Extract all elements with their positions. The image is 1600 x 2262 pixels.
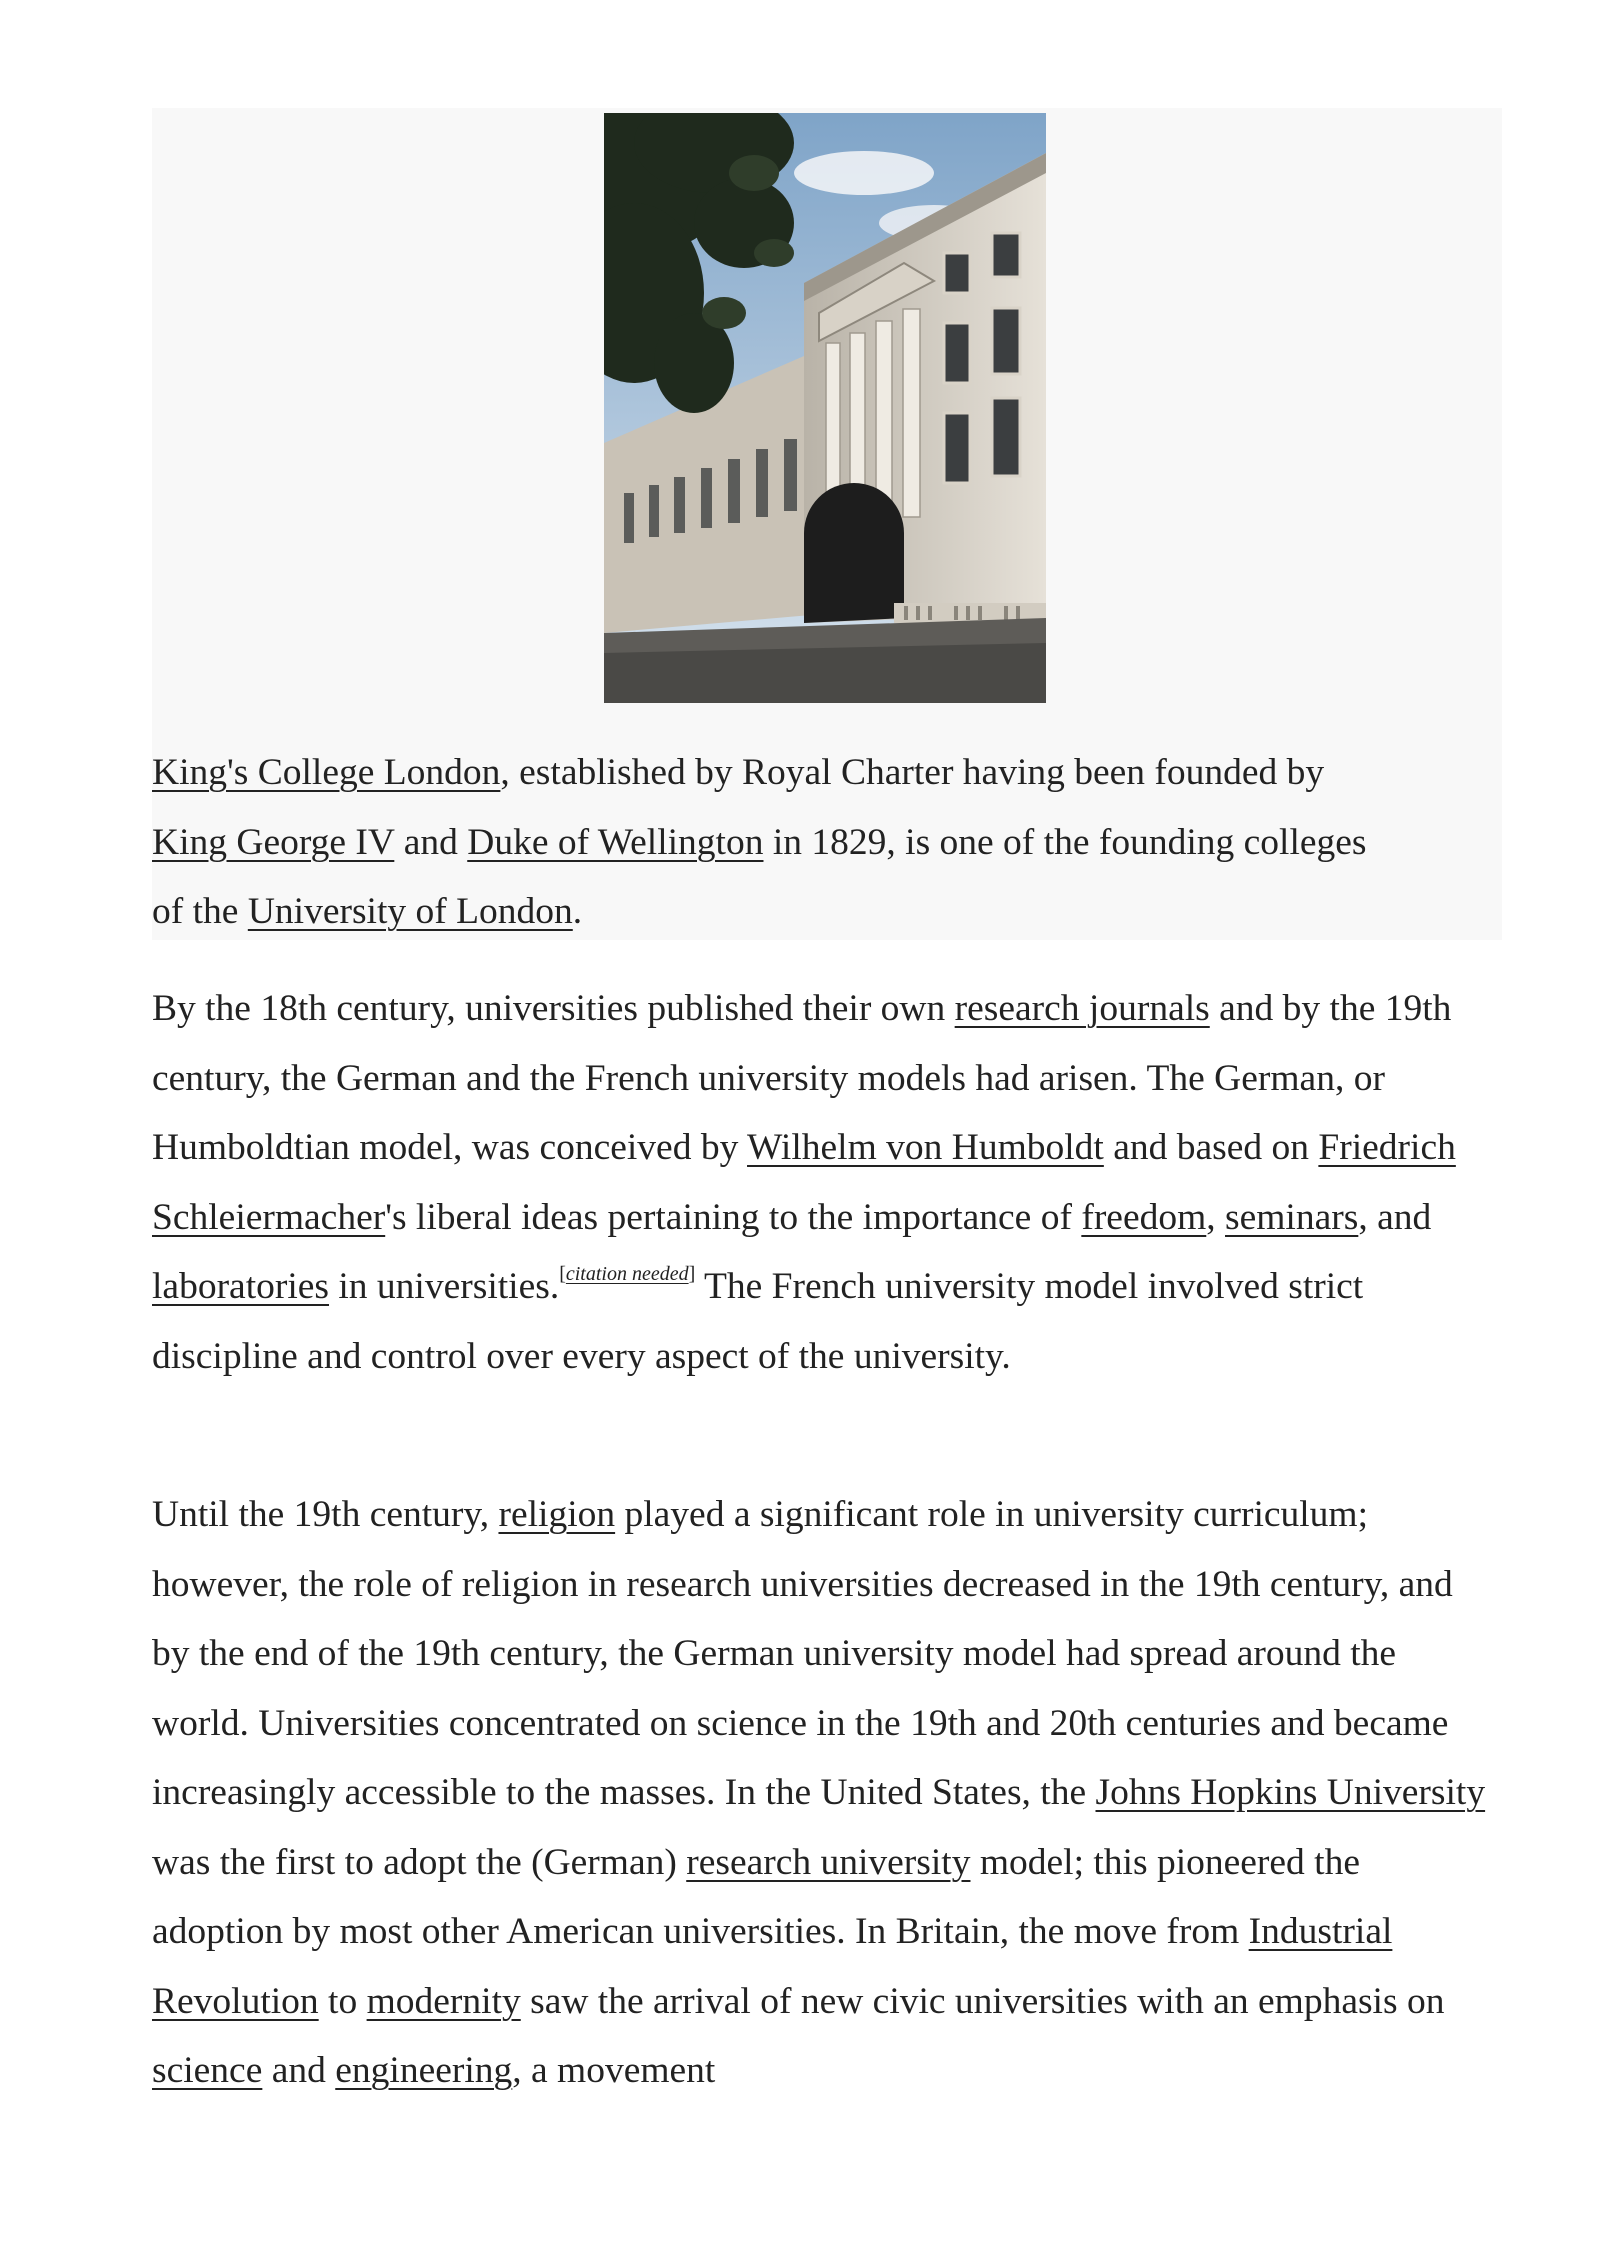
paragraph-religion-and-spread [152,1480,1492,2106]
link-duke-of-wellington[interactable]: Duke of Wellington [467,821,764,863]
link-research-university[interactable]: research university [686,1841,971,1883]
body-text: played a significant role in university curriculum; however, the role of religion in research universities decreased in the 19th century, and by the end of the 19th century, the German university model had spread around the world. Universities concentrated on science in the 19th and 20th centuries and became increasingly accessible to the masses. In the United States, the [152,1494,1453,1813]
figure-caption [152,738,1402,947]
building-photo-graphic [604,113,1046,703]
caption-text: and [394,821,468,863]
paragraph-research-models [152,974,1492,1391]
link-johns-hopkins-university[interactable]: Johns Hopkins University [1095,1772,1486,1813]
body-text: and by the 19th century, the German and the French university models had arisen. The German, or Humboldtian model, was conceived by [152,988,1452,1168]
link-religion[interactable]: religion [498,1494,616,1535]
link-citation-needed[interactable]: citation needed [565,1263,689,1285]
body-text: to [318,1980,367,2022]
body-text: , a movement [512,2050,716,2091]
caption-text: . [572,891,583,932]
cite-bracket-open: [ [559,1263,566,1285]
body-text: and based on [1103,1127,1319,1168]
body-text: , [1206,1196,1226,1238]
body-text: By the 18th century, universities published their own [152,988,955,1029]
body-text: and [262,2050,336,2091]
link-science[interactable]: science [152,2050,263,2091]
link-engineering[interactable]: engineering [335,2050,513,2091]
link-friedrich-schleiermacher[interactable]: Friedrich Schleiermacher [152,1127,1456,1238]
link-laboratories[interactable]: laboratories [152,1266,330,1307]
caption-text: , established by Royal Charter having been founded by [500,752,1325,793]
link-seminars[interactable]: seminars [1225,1196,1359,1238]
body-text: , and [1358,1196,1432,1238]
link-modernity[interactable]: modernity [366,1980,521,2022]
body-text: The French university model involved strict discipline and control over every aspect of the university. [152,1266,1364,1377]
body-text: Until the 19th century, [152,1494,499,1535]
cite-bracket-close: ] [688,1263,696,1285]
link-university-of-london[interactable]: University of London [247,891,573,932]
body-text: saw the arrival of new civic universities with an emphasis on [520,1980,1445,2022]
body-text: 's liberal ideas pertaining to the importance of [385,1196,1082,1238]
link-industrial-revolution[interactable]: Industrial Revolution [152,1911,1393,2022]
link-wilhelm-von-humboldt[interactable]: Wilhelm von Humboldt [747,1127,1104,1168]
link-research-journals[interactable]: research journals [954,988,1210,1029]
caption-text: in 1829, is one of the founding colleges of the [152,821,1367,932]
body-text: was the first to adopt the (German) [152,1841,687,1883]
kings-college-photo[interactable] [604,113,1046,703]
link-king-george-iv[interactable]: King George IV [152,821,395,863]
citation-needed-note [559,1263,695,1285]
link-freedom[interactable]: freedom [1081,1196,1207,1238]
body-text: in universities. [329,1266,560,1307]
body-text: model; this pioneered the adoption by most other American universities. In Britain, the move from [152,1841,1360,1952]
link-kings-college-london[interactable]: King's College London [152,752,501,793]
